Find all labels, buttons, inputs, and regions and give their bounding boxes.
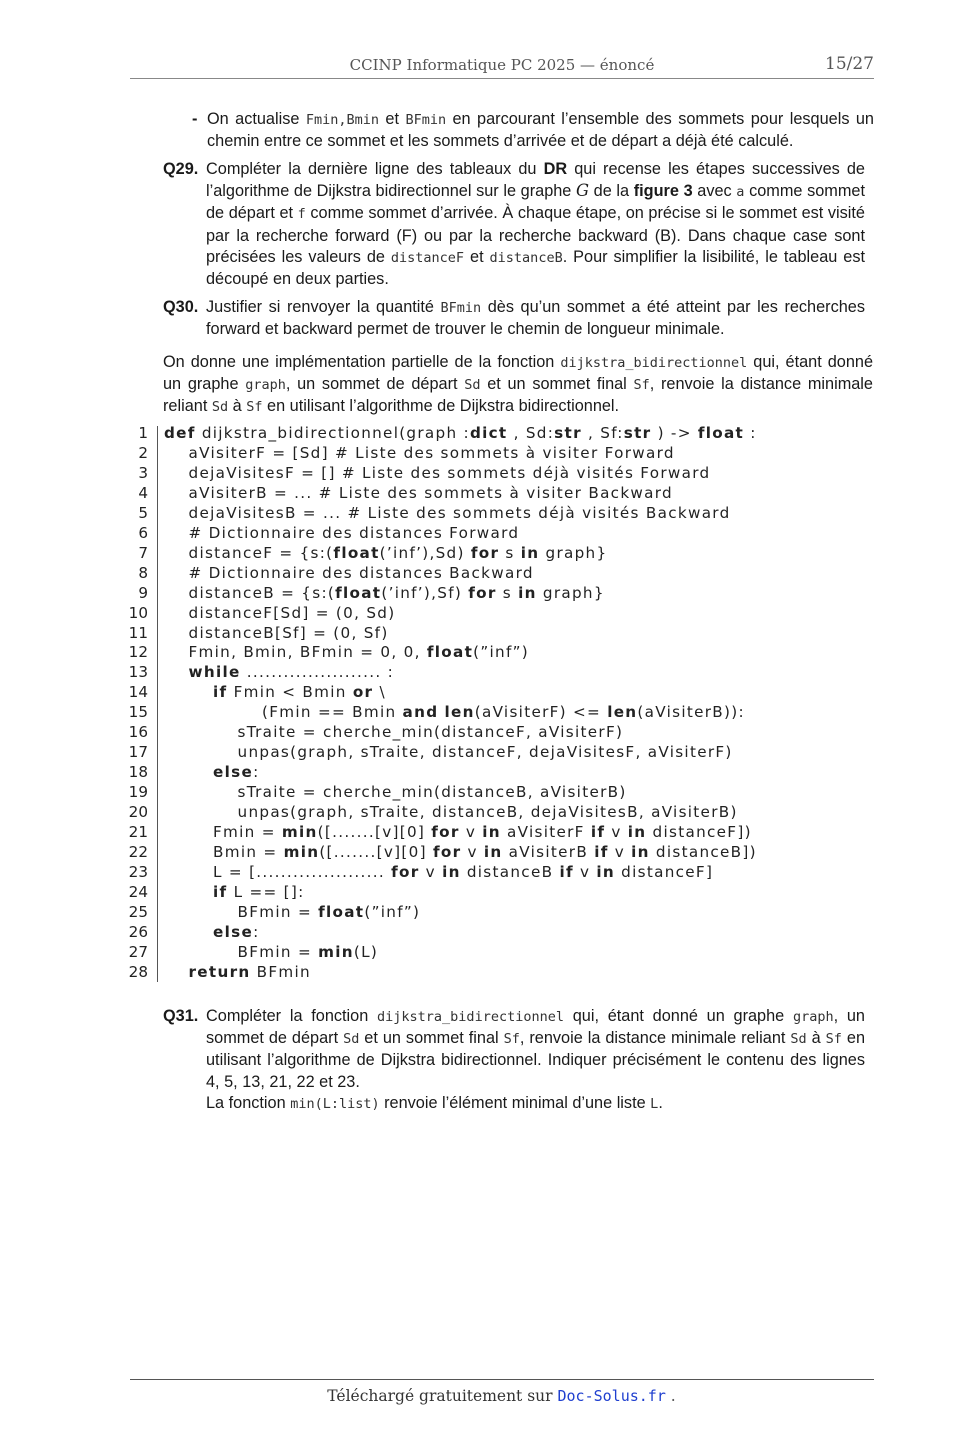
code-text: sTraite = cherche_min(distanceF, aVisiterF) — [164, 723, 624, 742]
code-inline: Sd — [790, 1031, 807, 1048]
code-line — [118, 923, 898, 943]
code-text: dejaVisitesB = ... # Liste des sommets déjà visités Backward — [164, 503, 731, 522]
code-inline: distanceF — [390, 249, 465, 266]
text-run: Compléter la fonction — [206, 1007, 378, 1025]
code-line — [118, 903, 898, 923]
code-text: Fmin = min([.......[v][0] for v in aVisiterF if v in distanceF]) — [164, 823, 752, 842]
question-29 — [163, 159, 865, 290]
text-run: On donne une implémentation partielle de la fonction — [163, 353, 561, 371]
code-line — [118, 743, 898, 763]
text-run: , un sommet de départ — [285, 375, 465, 394]
bullet-text — [207, 109, 874, 152]
code-inline: graph — [245, 377, 286, 394]
question-text — [206, 1006, 865, 1093]
text-run: comme sommet de départ et — [206, 182, 865, 223]
code-inline: Sd — [343, 1031, 360, 1048]
bullet-paragraph — [192, 109, 874, 152]
code-line — [118, 544, 898, 564]
math-symbol: G — [576, 181, 590, 201]
text-run: et — [379, 110, 406, 128]
code-line — [118, 524, 898, 544]
line-number: 14 — [128, 683, 148, 702]
text-run: On actualise — [207, 110, 306, 128]
page-number: 15/27 — [825, 54, 874, 74]
intro-text — [163, 352, 873, 419]
code-line — [118, 943, 898, 963]
text-run: qui, étant donné un graphe — [563, 1007, 793, 1025]
line-number: 23 — [128, 862, 148, 881]
code-text: if L == []: — [213, 882, 305, 901]
code-line — [118, 803, 898, 823]
question-30 — [163, 297, 865, 340]
code-text: L = [..................... for v in distanceB if v in distanceF] — [164, 862, 714, 881]
code-listing — [118, 424, 898, 983]
header-title: CCINP Informatique PC 2025 — énoncé — [349, 56, 655, 74]
code-line — [118, 604, 898, 624]
text-run: . Pour simplifier la lisibilité, le tableau est découpé en deux parties. — [206, 247, 865, 289]
line-number: 28 — [128, 962, 148, 981]
code-inline: BFmin — [405, 112, 447, 128]
footer-dot: . — [665, 1387, 676, 1405]
code-inline: Sf — [503, 1031, 520, 1048]
text-run: qui recense les étapes successives de l’algorithme de Dijkstra bidirectionnel sur le graphe — [206, 160, 865, 201]
code-text: # Dictionnaire des distances Forward — [164, 523, 520, 542]
code-text: # Dictionnaire des distances Backward — [164, 563, 534, 582]
doc-solus-link[interactable]: Doc-Solus.fr — [557, 1387, 666, 1405]
line-number: 17 — [128, 743, 148, 762]
page-footer — [0, 1387, 980, 1405]
code-text: (Fmin == Bmin and len(aVisiterF) <= len(aVisiterB)): — [164, 703, 745, 722]
code-inline: Sf — [633, 377, 650, 394]
text-run: renvoie l’élément minimal d’une liste — [379, 1093, 651, 1112]
text-run: en utilisant l’algorithme de Dijkstra bidirectionnel. Indiquer précisément le contenu des lignes 4, 5, 13, 21, 22 et 23. — [206, 1029, 865, 1091]
code-text: dejaVisitesF = [] # Liste des sommets déjà visités Forward — [164, 463, 711, 482]
code-text: sTraite = cherche_min(distanceB, aVisiterB) — [164, 783, 627, 802]
line-number: 10 — [128, 603, 148, 622]
question-text — [206, 297, 865, 340]
line-number: 20 — [128, 803, 148, 822]
text-run: et un sommet final — [359, 1029, 504, 1048]
text-run: , un sommet de départ — [206, 1007, 865, 1048]
code-text: while ...................... : — [188, 663, 395, 682]
code-text: return BFmin — [188, 962, 311, 981]
text-run: et — [464, 247, 490, 266]
text-run: Justifier si renvoyer la quantité — [206, 298, 441, 316]
code-line — [118, 584, 898, 604]
text-run: et un sommet final — [480, 375, 634, 394]
code-text: distanceB[Sf] = (0, Sf) — [164, 623, 389, 642]
footer-rule — [130, 1379, 874, 1380]
code-inline: Sf — [246, 399, 263, 416]
code-inline: dijkstra_bidirectionnel — [560, 355, 748, 371]
code-text: Fmin, Bmin, BFmin = 0, 0, float(”inf”) — [164, 643, 530, 662]
line-number: 12 — [128, 643, 148, 662]
code-line — [118, 783, 898, 803]
code-inline: dijkstra_bidirectionnel — [377, 1009, 564, 1025]
line-number: 18 — [128, 763, 148, 782]
text-run: Compléter la dernière ligne des tableaux du — [206, 160, 544, 178]
line-number: 13 — [128, 663, 148, 682]
code-line — [118, 663, 898, 683]
line-number: 7 — [138, 543, 148, 562]
code-line — [118, 763, 898, 783]
code-line — [118, 683, 898, 703]
text-run: en parcourant l’ensemble des sommets pour lesquels un chemin entre ce sommet et les sommets d’arrivée et de départ a déjà été calculé. — [207, 110, 874, 151]
code-text: BFmin = min(L) — [164, 942, 379, 961]
code-line — [118, 564, 898, 584]
code-inline: min(L:list) — [290, 1095, 380, 1112]
line-number: 11 — [128, 623, 148, 642]
question-text — [206, 159, 865, 290]
code-line — [118, 504, 898, 524]
code-text: aVisiterF = [Sd] # Liste des sommets à visiter Forward — [164, 443, 675, 462]
text-run: de la — [589, 182, 634, 201]
code-line — [118, 424, 898, 444]
document-reference: DR — [543, 160, 568, 178]
footer-text: Téléchargé gratuitement sur — [327, 1387, 558, 1405]
figure-reference: figure 3 — [633, 182, 693, 201]
text-run: . — [658, 1093, 663, 1112]
line-number: 21 — [128, 823, 148, 842]
code-line — [118, 863, 898, 883]
code-line — [118, 444, 898, 464]
line-number: 2 — [138, 443, 148, 462]
code-line — [118, 963, 898, 983]
code-line — [118, 484, 898, 504]
code-line — [118, 643, 898, 663]
line-number: 16 — [128, 723, 148, 742]
code-text: distanceB = {s:(float(’inf’),Sf) for s in graph} — [164, 583, 605, 602]
code-text: BFmin = float(”inf”) — [164, 902, 421, 921]
page-header — [130, 52, 874, 79]
line-number: 15 — [128, 703, 148, 722]
line-number: 25 — [128, 902, 148, 921]
code-inline: L — [650, 1095, 659, 1112]
code-inline: a — [736, 184, 745, 201]
code-inline: Sd — [464, 377, 481, 394]
code-inline: BFmin — [440, 300, 482, 316]
text-run: , renvoie la distance minimale reliant — [163, 375, 873, 416]
line-number: 5 — [138, 503, 148, 522]
code-inline: graph — [792, 1009, 834, 1025]
text-run: en utilisant l’algorithme de Dijkstra bidirectionnel. — [262, 397, 620, 416]
text-run: , renvoie la distance minimale reliant — [519, 1029, 791, 1048]
question-label: Q29. — [163, 160, 199, 178]
code-inline: f — [297, 206, 306, 223]
code-text: unpas(graph, sTraite, distanceF, dejaVisitesF, aVisiterF) — [164, 743, 733, 762]
code-text: distanceF = {s:(float(’inf’),Sd) for s in graph} — [164, 543, 608, 562]
question-label: Q31. — [163, 1007, 199, 1025]
code-text: distanceF[Sd] = (0, Sd) — [164, 603, 396, 622]
question-label: Q30. — [163, 298, 199, 316]
code-text: def dijkstra_bidirectionnel(graph :dict , Sd:str , Sf:str ) -> float : — [164, 424, 757, 442]
code-inline: Fmin,Bmin — [305, 112, 379, 128]
text-run: comme sommet d’arrivée. À chaque étape, on précise si le sommet est visité par la recherche forward (F) ou par la recherche backward (B). Dans chaque case sont précisées les valeurs de — [206, 204, 865, 266]
code-line — [118, 624, 898, 644]
intro-paragraph — [163, 352, 873, 419]
line-number: 24 — [128, 882, 148, 901]
code-line — [118, 464, 898, 484]
line-number: 22 — [128, 843, 148, 862]
code-line — [118, 703, 898, 723]
text-run: avec — [692, 182, 737, 201]
line-number: 1 — [138, 424, 148, 442]
code-text: if Fmin < Bmin or \ — [213, 683, 386, 702]
code-text: aVisiterB = ... # Liste des sommets à visiter Backward — [164, 483, 673, 502]
code-text: Bmin = min([.......[v][0] for v in aVisiterB if v in distanceB]) — [164, 843, 757, 862]
code-text: else: — [213, 763, 260, 782]
question-31 — [163, 1006, 865, 1115]
code-inline: distanceB — [489, 249, 563, 266]
text-run: à — [228, 397, 247, 416]
code-text: unpas(graph, sTraite, distanceB, dejaVisitesB, aVisiterB) — [164, 803, 738, 822]
line-number: 9 — [138, 583, 148, 602]
code-inline: Sf — [825, 1031, 842, 1048]
line-number: 27 — [128, 942, 148, 961]
line-number: 26 — [128, 922, 148, 941]
text-run: à — [806, 1029, 826, 1048]
code-line — [118, 883, 898, 903]
line-number: 19 — [128, 783, 148, 802]
line-number: 6 — [138, 523, 148, 542]
code-line — [118, 723, 898, 743]
code-line — [118, 843, 898, 863]
code-line — [118, 823, 898, 843]
code-inline: Sd — [211, 399, 229, 416]
text-run: qui, étant donné un graphe — [163, 353, 873, 394]
question-note — [206, 1093, 865, 1115]
text-run: La fonction — [206, 1093, 291, 1112]
line-number: 3 — [138, 463, 148, 482]
bullet-marker: - — [192, 110, 198, 128]
line-number: 8 — [138, 563, 148, 582]
line-number: 4 — [138, 483, 148, 502]
text-run: dès qu’un sommet a été atteint par les recherches forward et backward permet de trouver le chemin de longueur minimale. — [206, 298, 865, 339]
code-text: else: — [213, 922, 260, 941]
